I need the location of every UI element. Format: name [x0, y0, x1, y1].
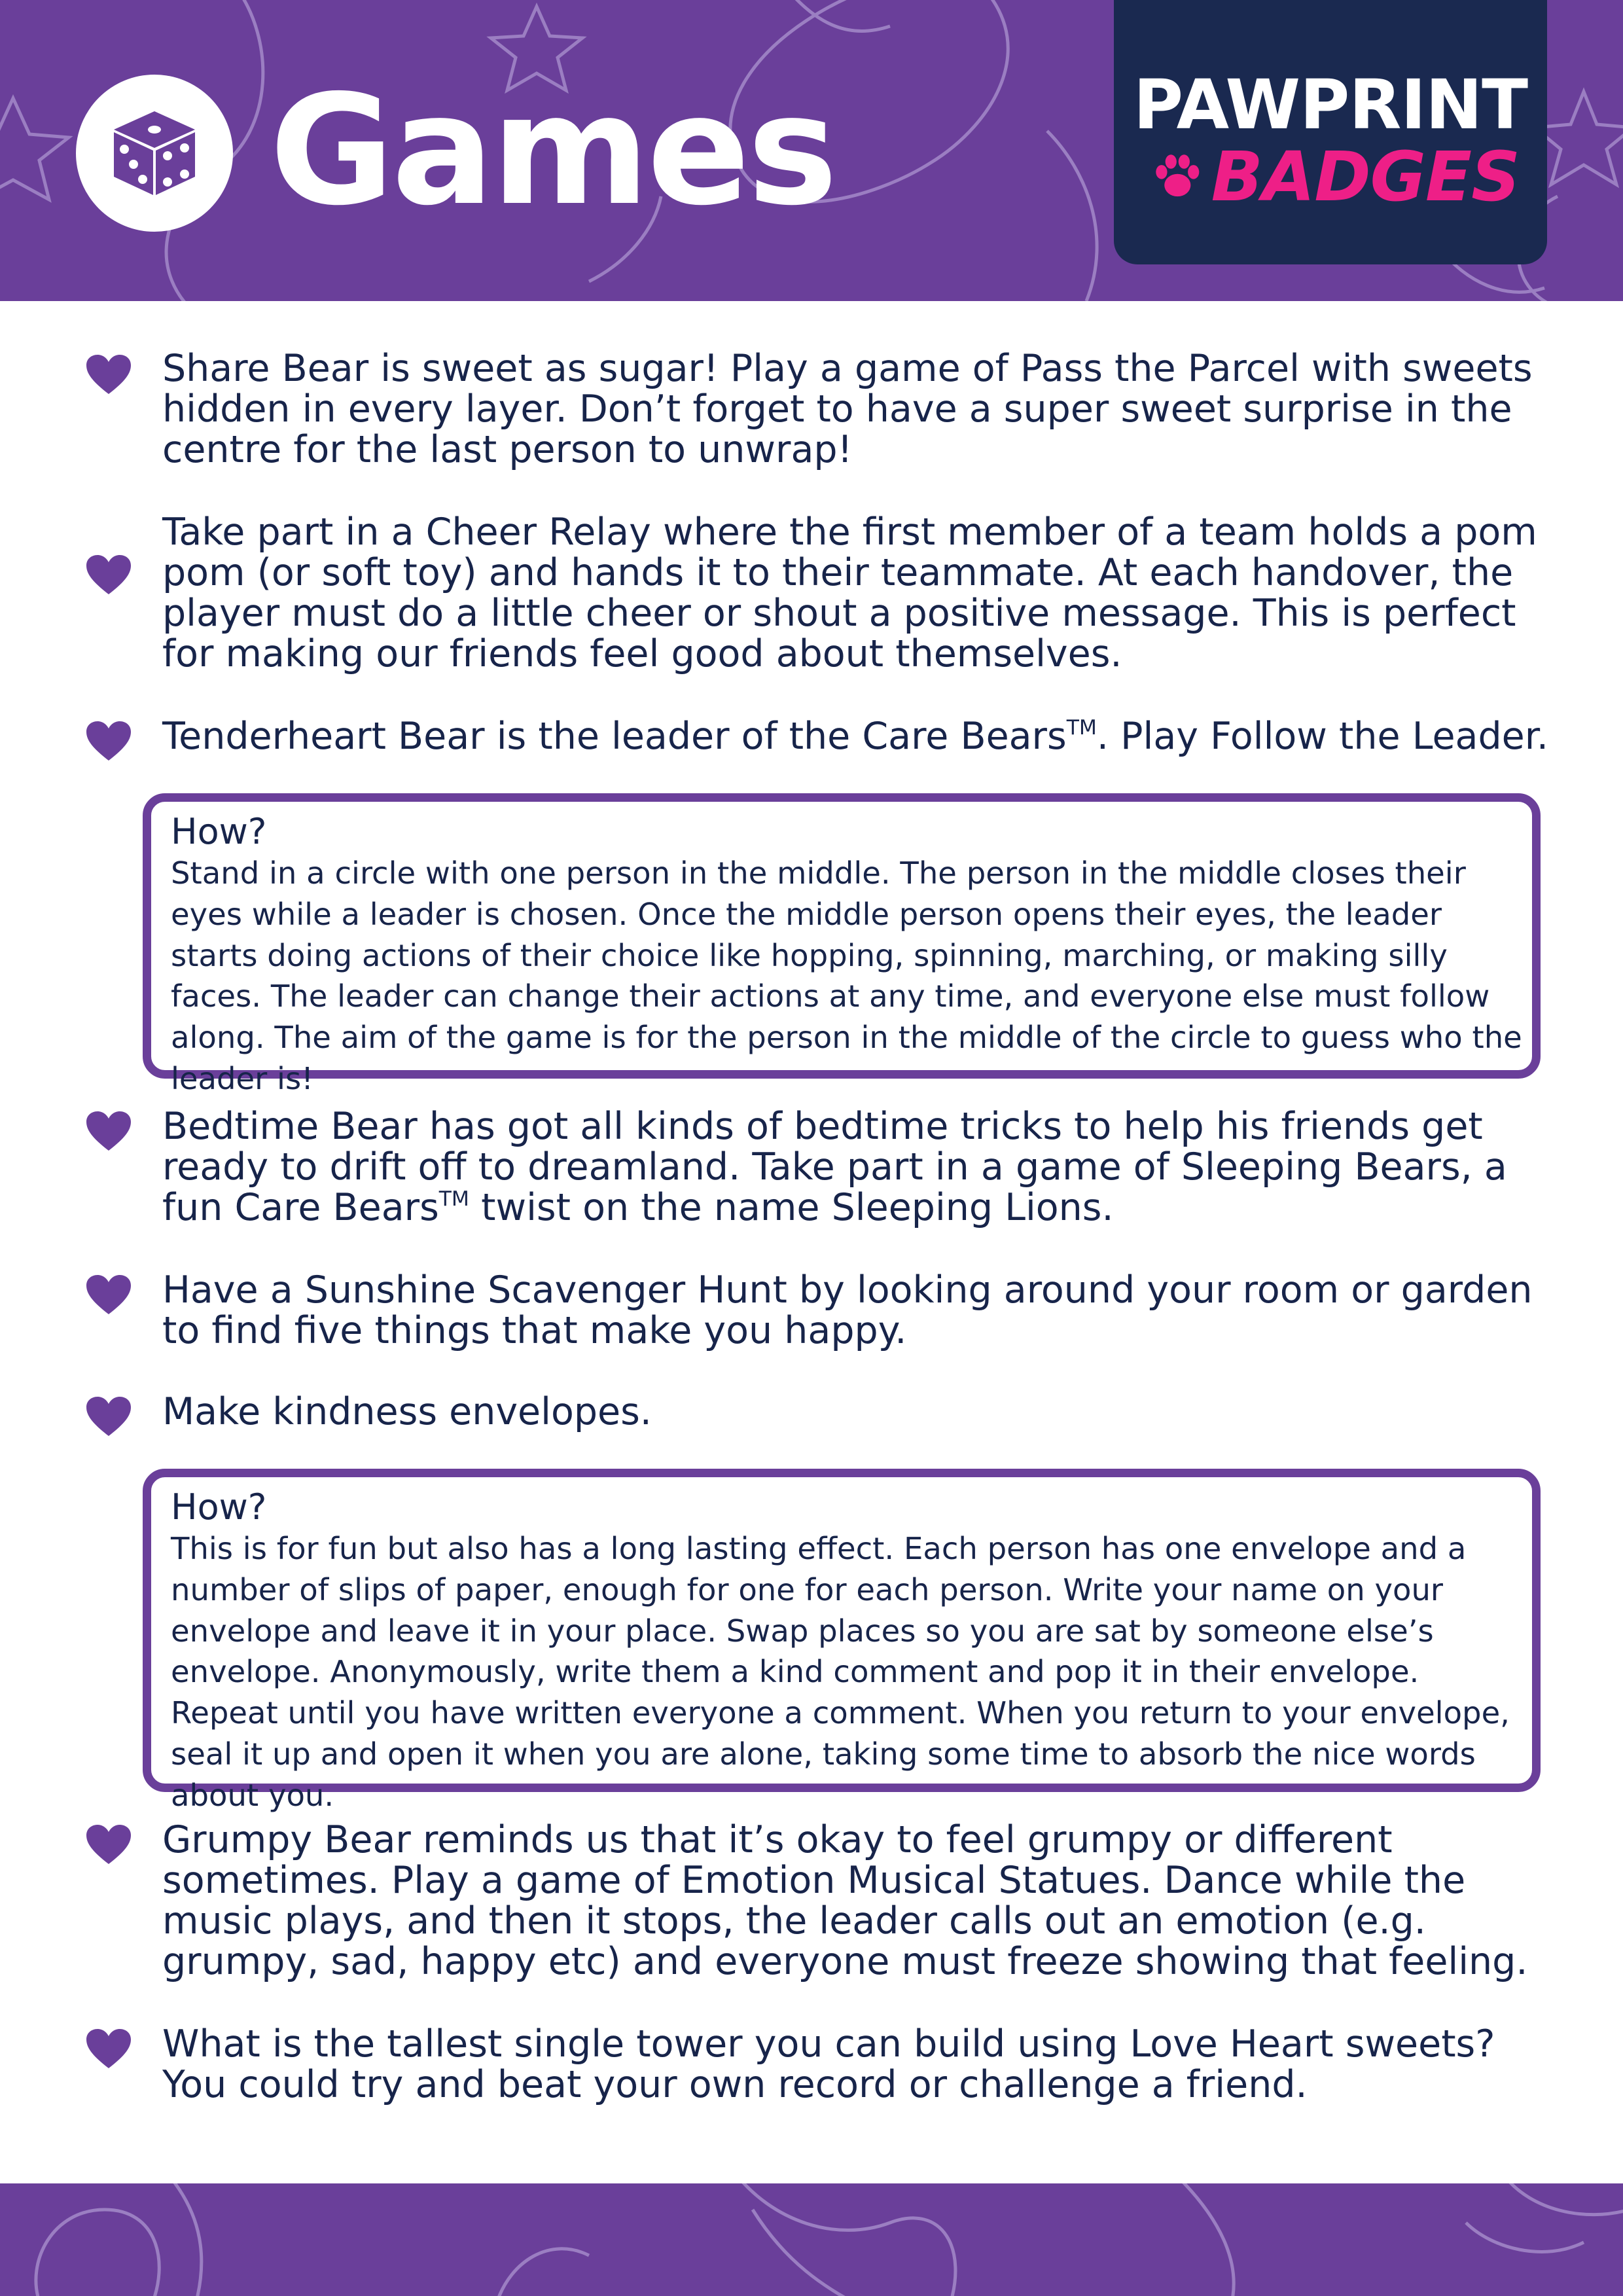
heart-icon [85, 1110, 132, 1152]
heart-icon [85, 1274, 132, 1316]
how-label: How? [171, 1486, 267, 1528]
heart-icon [85, 554, 132, 596]
trademark-mark: TM [1066, 716, 1097, 740]
list-item: What is the tallest single tower you can build using Love Heart sweets? You could try and beat your own record or challenge a friend. [162, 2022, 1495, 2106]
heart-icon [85, 2028, 132, 2070]
heart-icon [85, 353, 132, 395]
list-item [162, 715, 1549, 758]
list-item: Take part in a Cheer Relay where the first member of a team holds a pom pom (or soft toy) and hands it to their teammate. At each handover, the player must do a little cheer or shout a positive message. This is perfect for making our friends feel good about themselves. [162, 511, 1537, 675]
how-box [143, 1469, 1541, 1813]
list-item: Make kindness envelopes. [162, 1390, 652, 1433]
how-box [143, 793, 1541, 1096]
footer-banner [0, 2183, 1623, 2296]
list-item-text: Tenderheart Bear is the leader of the Care Bears [162, 715, 1067, 758]
list-item [162, 1106, 1543, 1228]
decorative-outline-pattern [0, 2183, 1623, 2296]
list-item-text: Bears [332, 1186, 439, 1229]
logo-line1: PAWPRINT [1133, 65, 1528, 145]
heart-icon [85, 720, 132, 762]
list-item: Share Bear is sweet as sugar! Play a game of Pass the Parcel with sweets hidden in every layer. Don’t forget to have a super sweet surprise in the centre for the last person to unwrap! [162, 347, 1533, 471]
how-text: This is for fun but also has a long lasting effect. Each person has one envelope and a number of slips of paper, enough for one for each person. Write your name on your envelope and leave it in your place. Swap places so you are sat by someone else’s envelope. Anonymously, write them a kind comment and pop it in their envelope. Repeat until you have written everyone a comment. When you return to your envelope, seal it up and open it when you are alone, taking some time to absorb the nice words about you. [171, 1531, 1510, 1813]
list-item: Grumpy Bear reminds us that it’s okay to feel grumpy or different sometimes. Play a game of Emotion Musical Statues. Dance while the music plays, and then it stops, the leader calls out an emotion (e.g. grumpy, sad, happy etc) and everyone must freeze showing that feeling. [162, 1818, 1528, 1983]
list-item-text: Bedtime Bear has got all kinds of bedtime tricks to help his friends get ready to drift off to dreamland. Take part in a game of Sleeping Bears, a fun Care [162, 1105, 1507, 1229]
page-title: Games [270, 62, 836, 239]
how-label: How? [171, 811, 267, 852]
logo-line2: BADGES [1211, 137, 1520, 217]
heart-icon [85, 1395, 132, 1437]
trademark-mark: TM [438, 1187, 469, 1211]
list-item-text: . Play Follow the Leader. [1096, 715, 1549, 758]
heart-icon [85, 1823, 132, 1865]
list-item-text: twist on the name Sleeping Lions. [469, 1186, 1114, 1229]
how-text: Stand in a circle with one person in the middle. The person in the middle closes their eyes while a leader is chosen. Once the middle person opens their eyes, the leader starts doing actions of their choice like hopping, spinning, marching, or making silly faces. The leader can change their actions at any time, and everyone else must follow along. The aim of the game is for the person in the middle of the circle to guess who the leader is! [171, 855, 1522, 1096]
list-item: Have a Sunshine Scavenger Hunt by looking around your room or garden to find five things that make you happy. [162, 1268, 1533, 1352]
